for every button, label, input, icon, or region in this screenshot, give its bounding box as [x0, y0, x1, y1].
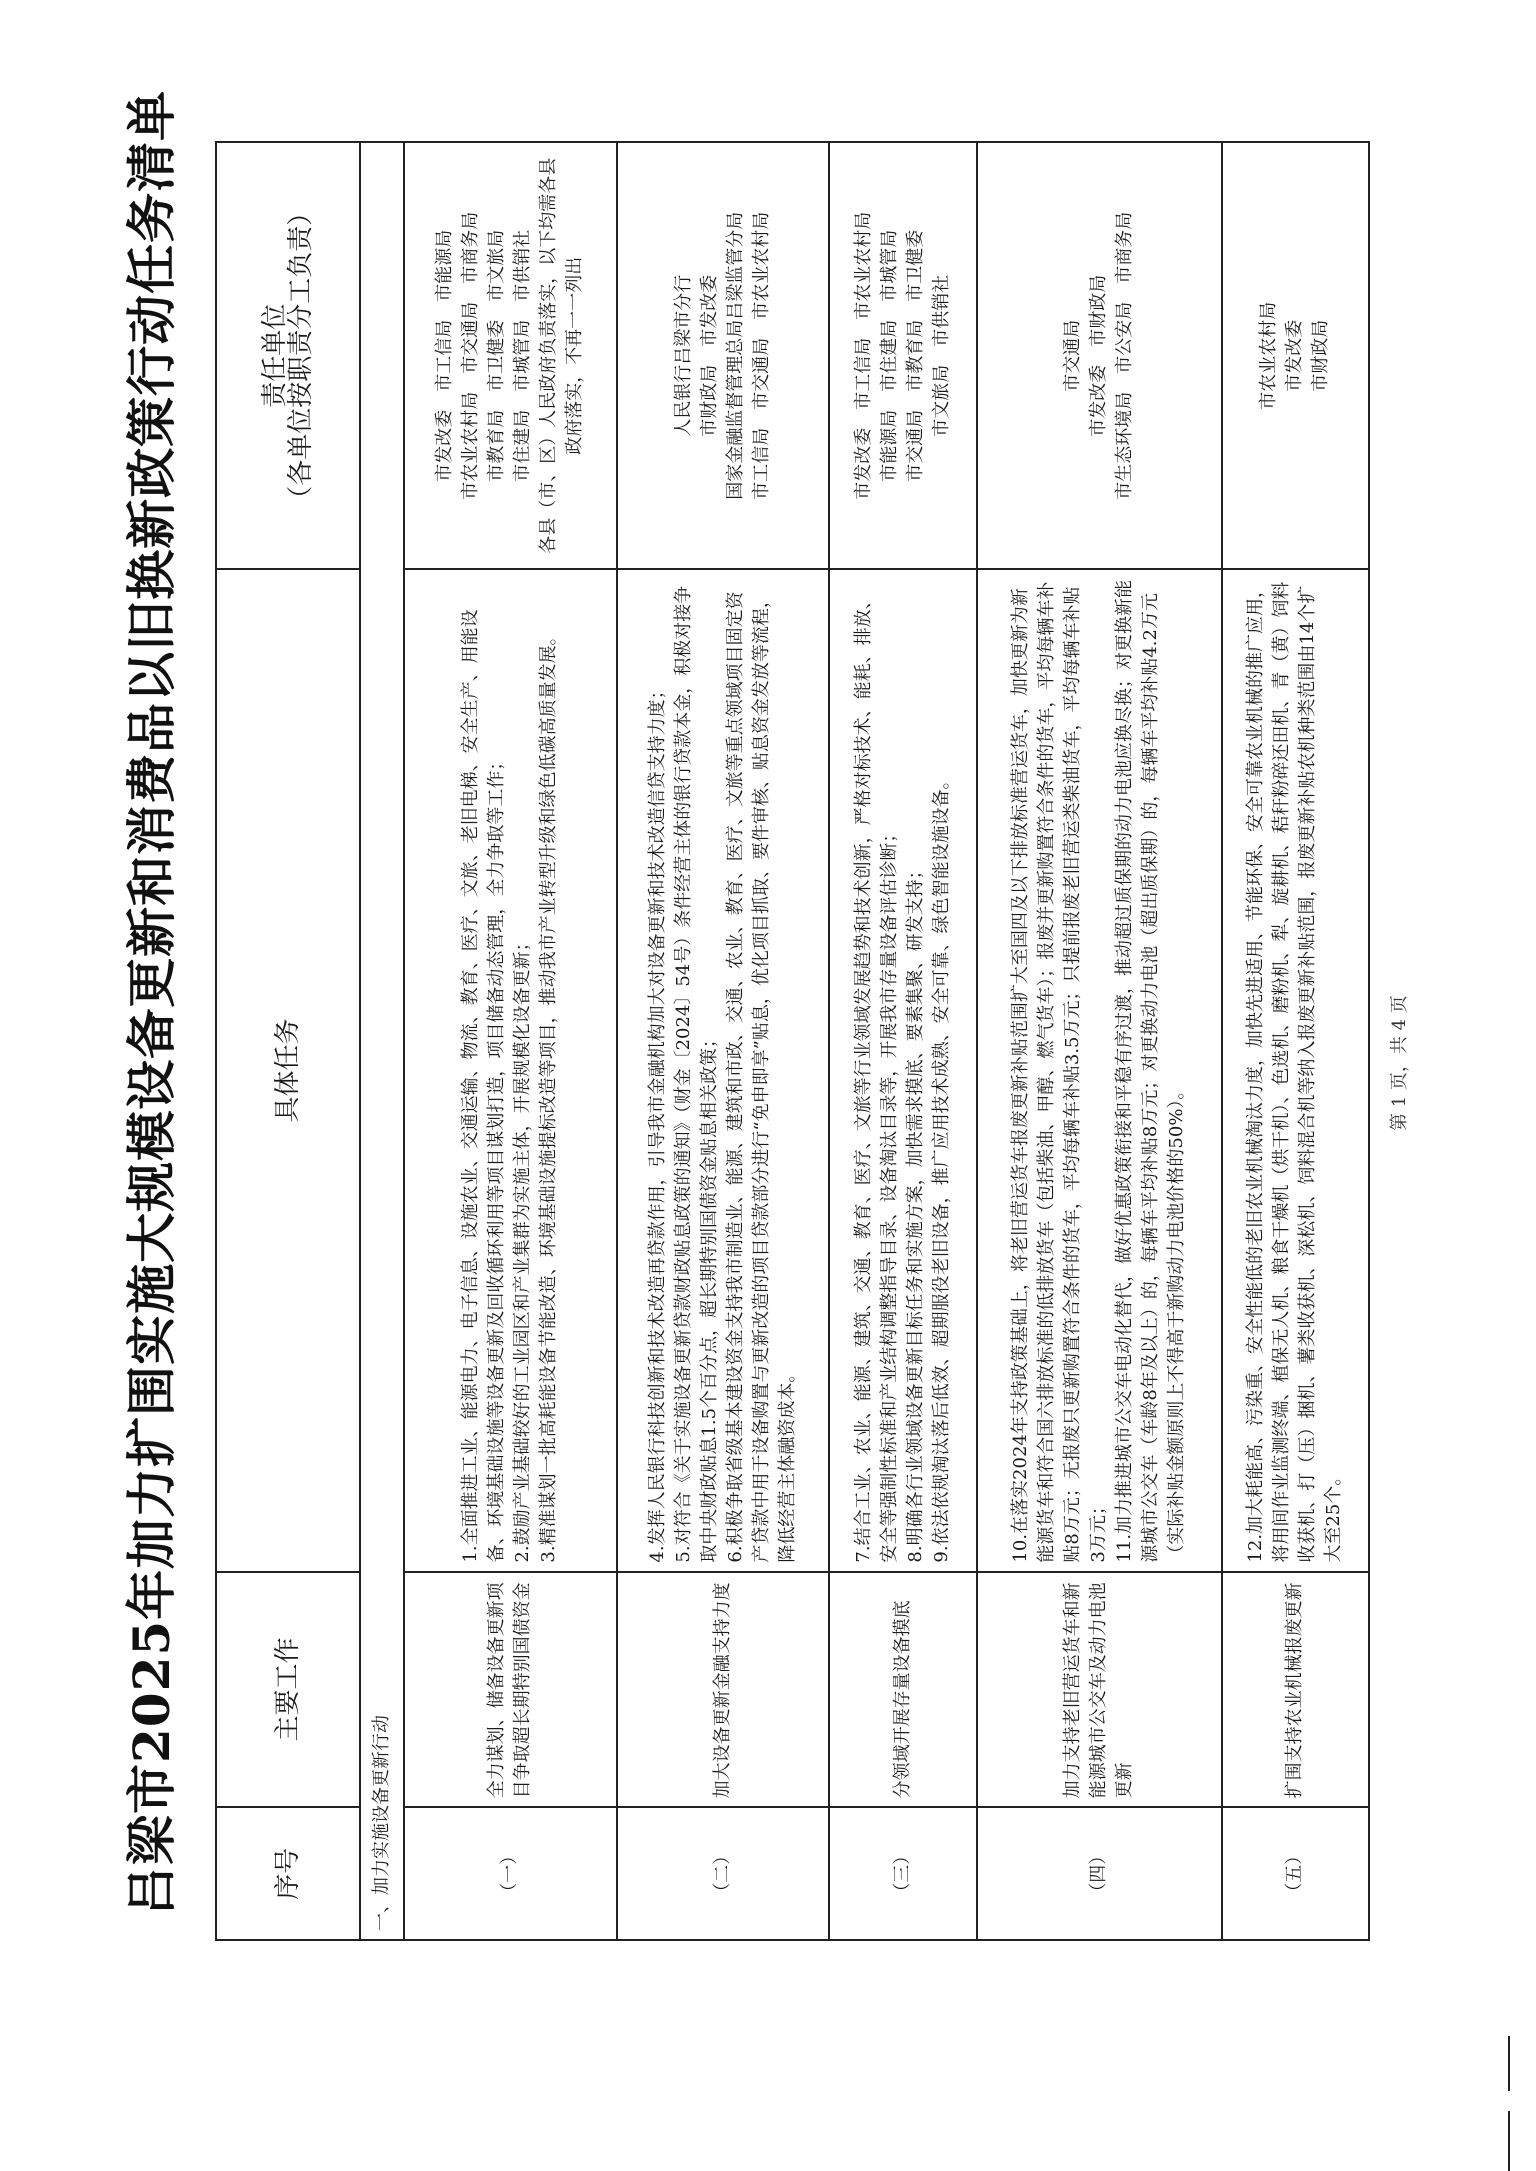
task-item: 1.全面推进工业、能源电力、电子信息、设施农业、交通运输、物流、教育、医疗、文旅、老旧电梯、安全生产、用能设备、环境基础设施等设备更新及回收循环利用等项目谋划打造，项目储备动态管理，全力争取等工作； — [460, 609, 508, 1563]
section-heading: 一、加力实施设备更新行动 — [360, 142, 404, 1940]
unit-line: 市财政局 — [1310, 319, 1332, 392]
unit-line: 市工信局 市交通局 市农业农村局 — [750, 211, 772, 500]
table-header-row — [216, 142, 360, 1940]
row-task — [404, 569, 617, 1571]
row-seq: （四） — [977, 1807, 1222, 1940]
row-main-work: 扩围支持农业机械报废更新 — [1222, 1572, 1370, 1808]
header-unit-line2: （各单位按职责分工负责） — [286, 199, 316, 512]
header-responsible-unit — [216, 142, 360, 569]
task-item: 6.积极争取省级基本建设资金支持我市制造业、能源、建筑和市政、交通、农业、教育、医疗、文旅等重点领域项目固定资产贷款中用于设备购置与更新改造的项目贷款部分进行“免申即享”贴息，优化项目抓取、要件审核、贴息资金发放等流程，降低经营主体融资成本。 — [724, 590, 798, 1563]
row-seq: （五） — [1222, 1807, 1370, 1940]
task-table — [215, 141, 1370, 1941]
row-main-work: 加大设备更新金融支持力度 — [617, 1572, 830, 1808]
table-row — [977, 142, 1222, 1940]
task-item: 12.加大耗能高、污染重、安全性能低的老旧农业机械淘汰力度，加快先进适用、节能环保、安全可靠农业机械的推广应用，将用间作业监测终端、植保无人机、粮食干燥机（烘干机）、色选机、磨粉机、犁、旋耕机、秸秆粉碎还田机、青（黄）饲料收获机、打（压）捆机、薯类收获机、深松机、饲料混合机等纳入报废更新补贴范围，报废更新补贴农机种类范围由14个扩大至25个。 — [1245, 579, 1345, 1563]
unit-line: 市教育局 市卫健委 市文旅局 — [486, 229, 508, 482]
unit-line: 各县（市、区）人民政府负责落实，以下均需各县政府落实，不再一一列出 — [538, 157, 586, 554]
unit-line: 市发改委 — [1284, 319, 1306, 392]
unit-line: 市文旅局 市供销社 — [930, 274, 952, 437]
unit-line: 市能源局 市住建局 市城管局 — [878, 229, 900, 482]
row-unit — [617, 142, 830, 569]
row-main-work: 加力支持老旧营运货车和新能源城市公交车及动力电池更新 — [977, 1572, 1222, 1808]
task-item: 7.结合工业、农业、能源、建筑、交通、教育、医疗、文旅等行业领域发展趋势和技术创新，严格对标技术、能耗、排放、安全等强制性标准和产业结构调整指导目录、设备淘汰目录等，开展我市存量设备评估诊断； — [852, 591, 900, 1563]
scan-edge-mark — [1500, 2031, 1518, 2171]
unit-line: 市住建局 市城管局 市供销社 — [512, 229, 534, 482]
unit-line: 市发改委 市工信局 市农业农村局 — [852, 211, 874, 500]
row-unit — [404, 142, 617, 569]
task-item: 8.明确各行业领域设备更新目标任务和实施方案，加快需求摸底、要素集聚、研发支持； — [904, 861, 926, 1563]
row-task — [1222, 569, 1370, 1571]
table-row — [617, 142, 830, 1940]
unit-line: 人民银行吕梁市分行 — [672, 274, 694, 437]
row-main-work: 全力谋划、储备设备更新项目争取超长期特别国债资金 — [404, 1572, 617, 1808]
page-number: 第 1 页，共 4 页 — [1389, 995, 1410, 1131]
header-specific-task: 具体任务 — [216, 569, 360, 1571]
row-seq: （三） — [829, 1807, 977, 1940]
unit-line: 市生态环境局 市公安局 市商务局 — [1114, 211, 1135, 500]
row-task — [617, 569, 830, 1571]
unit-line: 市财政局 市发改委 — [698, 274, 720, 437]
header-seq: 序号 — [216, 1807, 360, 1940]
task-item: 5.对符合《关于实施设备更新贷款财政贴息政策的通知》（财金〔2024〕54号）条件经营主体的银行贷款本金，积极对接争取中央财政贴息1.5个百分点，超长期特别国债资金贴息相关政策； — [672, 585, 720, 1563]
table-row — [1222, 142, 1370, 1940]
unit-line: 市发改委 市财政局 — [1088, 274, 1109, 437]
task-item: 11.加力推进城市公交车电动化替代，做好优惠政策衔接和平稳有序过渡，推动超过质保期的动力电池应换尽换；对更换新能源城市公交车（车龄8年及以上）的，每辆车平均补贴8万元；对更换动力电池（超出质保期）的，每辆车平均补贴4.2万元（实际补贴金额原则上不得高于新购动力电池价格的50%）。 — [1114, 579, 1187, 1563]
section-row — [360, 142, 404, 1940]
task-item: 9.依法依规淘汰落后低效、超期服役老旧设备，推广应用技术成熟、安全可靠、绿色智能设施设备。 — [930, 771, 952, 1563]
unit-line: 市发改委 市工信局 市能源局 — [434, 229, 456, 482]
task-item: 10.在落实2024年支持政策基础上，将老旧营运货车报废更新补贴范围扩大至国四及以下排放标准营运货车，加快更新为新能源货车和符合国六排放标准的低排放货车（包括柴油、甲醇、燃气货车）；报废并更新购置符合条件的货车，平均每辆车补贴8万元；无报废只更新购置符合条件的货车，平均每辆车补贴3.5万元；只提前报废老旧营运类柴油货车，平均每辆车补贴3万元； — [1010, 581, 1109, 1563]
row-seq: （二） — [617, 1807, 830, 1940]
unit-line: 市农业农村局 市交通局 市商务局 — [460, 211, 482, 500]
row-task — [829, 569, 977, 1571]
row-main-work: 分领域开展存量设备摸底 — [829, 1572, 977, 1808]
row-task — [977, 569, 1222, 1571]
header-unit-line1: 责任单位 — [260, 303, 290, 408]
unit-line: 市农业农村局 — [1258, 301, 1280, 410]
task-item: 3.精准谋划一批高耗能设备节能改造、环境基础设施提标改造等项目，推动我市产业转型升级和绿色低碳高质量发展。 — [538, 627, 560, 1563]
row-seq: （一） — [404, 1807, 617, 1940]
document-title: 吕梁市2025年加力扩围实施大规模设备更新和消费品以旧换新政策行动任务清单 — [122, 89, 181, 1916]
header-main-work: 主要工作 — [216, 1572, 360, 1808]
row-unit — [829, 142, 977, 569]
unit-line: 市交通局 — [1062, 319, 1083, 392]
task-item: 4.发挥人民银行科技创新和技术改造再贷款作用，引导我市金融机构加大对设备更新和技术改造信贷支持力度； — [646, 681, 668, 1563]
row-unit — [1222, 142, 1370, 569]
table-row — [829, 142, 977, 1940]
task-item: 2.鼓励产业基础较好的工业园区和产业集群为实施主体，开展规模化设备更新； — [512, 933, 534, 1563]
row-unit — [977, 142, 1222, 569]
unit-line: 国家金融监督管理总局吕梁监管分局 — [724, 211, 746, 500]
unit-line: 市交通局 市教育局 市卫健委 — [904, 229, 926, 482]
table-row — [404, 142, 617, 1940]
